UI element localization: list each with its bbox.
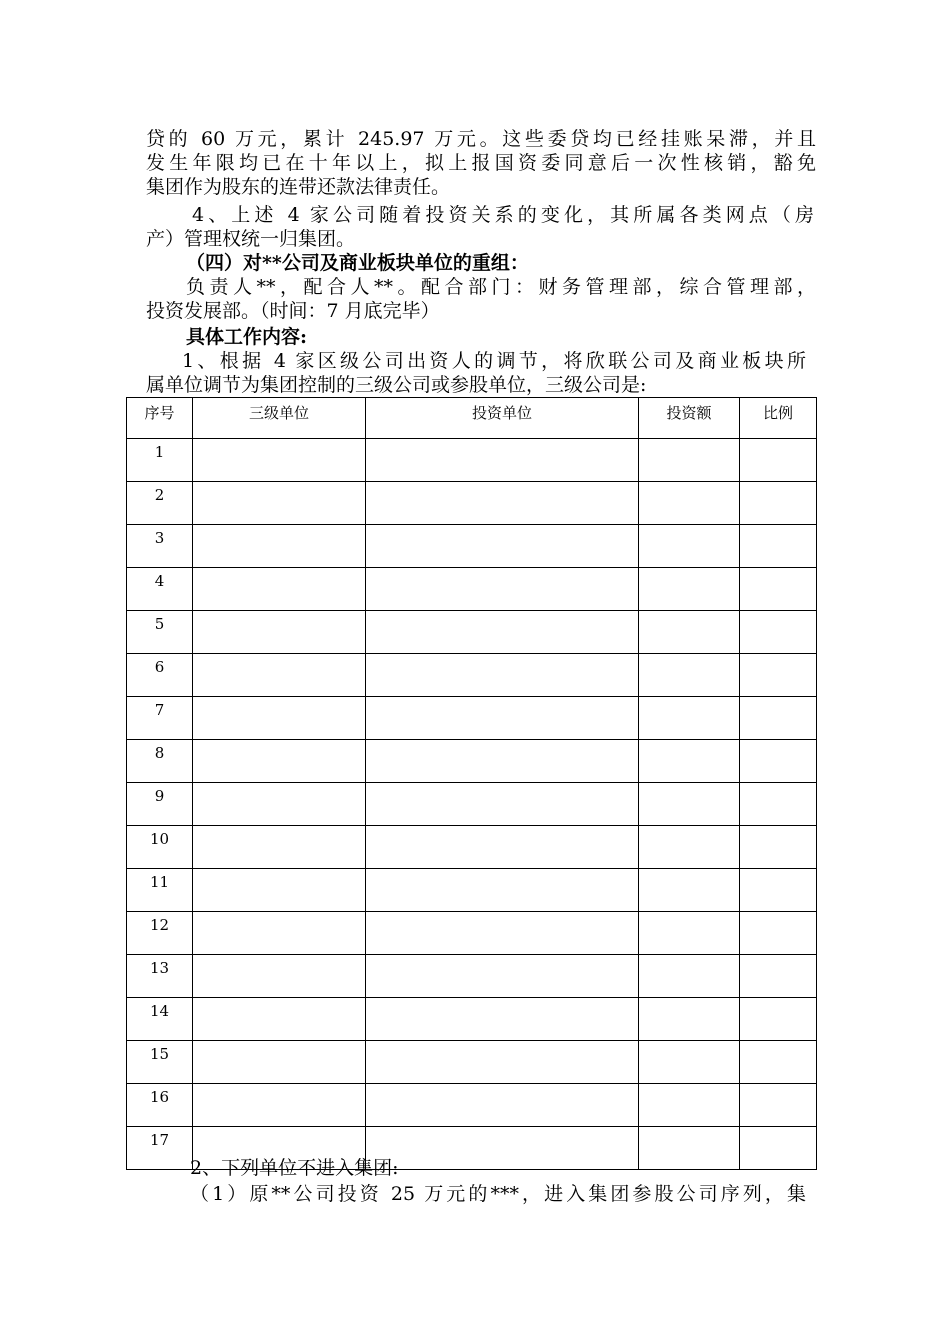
- cell-seq: 4: [127, 568, 193, 611]
- cell-seq: 10: [127, 826, 193, 869]
- cell-investor: [366, 869, 639, 912]
- cell-ratio: [740, 869, 817, 912]
- cell-unit: [193, 869, 366, 912]
- cell-unit: [193, 783, 366, 826]
- paragraph-line: 属单位调节为集团控制的三级公司或参股单位，三级公司是:: [146, 374, 647, 396]
- cell-investor: [366, 1084, 639, 1127]
- paragraph-line: 2、下列单位不进入集团:: [190, 1157, 399, 1179]
- cell-investor: [366, 697, 639, 740]
- table-row: [127, 525, 817, 568]
- cell-seq: 15: [127, 1041, 193, 1084]
- cell-investor: [366, 826, 639, 869]
- table-row: [127, 697, 817, 740]
- cell-amount: [639, 783, 740, 826]
- cell-investor: [366, 439, 639, 482]
- table-row: [127, 1041, 817, 1084]
- cell-investor: [366, 955, 639, 998]
- cell-investor: [366, 1127, 639, 1170]
- subheading: 具体工作内容:: [186, 326, 308, 348]
- cell-unit: [193, 482, 366, 525]
- cell-seq: 11: [127, 869, 193, 912]
- cell-investor: [366, 611, 639, 654]
- section-heading: （四）对**公司及商业板块单位的重组：: [186, 252, 529, 274]
- cell-unit: [193, 912, 366, 955]
- cell-seq: 5: [127, 611, 193, 654]
- cell-unit: [193, 697, 366, 740]
- table-row: [127, 740, 817, 783]
- cell-amount: [639, 611, 740, 654]
- cell-unit: [193, 439, 366, 482]
- cell-ratio: [740, 439, 817, 482]
- cell-seq: 6: [127, 654, 193, 697]
- paragraph-line: 4、上述 4 家公司随着投资关系的变化，其所属各类网点（房: [192, 204, 814, 226]
- paragraph-line: 1、根据 4 家区级公司出资人的调节，将欣联公司及商业板块所: [182, 350, 806, 372]
- paragraph-line: 负责人**，配合人**。配合部门：财务管理部，综合管理部，: [186, 276, 816, 298]
- cell-ratio: [740, 568, 817, 611]
- cell-seq: 7: [127, 697, 193, 740]
- cell-amount: [639, 955, 740, 998]
- table-row: [127, 1084, 817, 1127]
- cell-seq: 3: [127, 525, 193, 568]
- cell-investor: [366, 740, 639, 783]
- cell-investor: [366, 482, 639, 525]
- table-row: [127, 783, 817, 826]
- cell-ratio: [740, 1127, 817, 1170]
- cell-ratio: [740, 955, 817, 998]
- table-row: [127, 482, 817, 525]
- cell-unit: [193, 1084, 366, 1127]
- paragraph-line: 产）管理权统一归集团。: [146, 228, 356, 250]
- cell-ratio: [740, 654, 817, 697]
- table-row: [127, 654, 817, 697]
- col-header-ratio: 比例: [740, 398, 817, 439]
- cell-unit: [193, 955, 366, 998]
- cell-amount: [639, 1084, 740, 1127]
- cell-ratio: [740, 1084, 817, 1127]
- table-row: [127, 955, 817, 998]
- col-header-amount: 投资额: [639, 398, 740, 439]
- paragraph-line: 投资发展部。（时间：7 月底完毕）: [146, 300, 440, 322]
- cell-ratio: [740, 826, 817, 869]
- cell-investor: [366, 998, 639, 1041]
- cell-amount: [639, 482, 740, 525]
- cell-seq: 14: [127, 998, 193, 1041]
- cell-seq: 16: [127, 1084, 193, 1127]
- cell-amount: [639, 439, 740, 482]
- cell-seq: 17: [127, 1127, 193, 1170]
- paragraph-line: 发生年限均已在十年以上，拟上报国资委同意后一次性核销，豁免: [146, 152, 816, 174]
- cell-ratio: [740, 697, 817, 740]
- table-row: [127, 826, 817, 869]
- col-header-investor: 投资单位: [366, 398, 639, 439]
- cell-unit: [193, 568, 366, 611]
- cell-amount: [639, 1041, 740, 1084]
- cell-ratio: [740, 482, 817, 525]
- col-header-seq: 序号: [127, 398, 193, 439]
- cell-amount: [639, 869, 740, 912]
- cell-unit: [193, 1041, 366, 1084]
- cell-ratio: [740, 525, 817, 568]
- cell-amount: [639, 654, 740, 697]
- cell-unit: [193, 826, 366, 869]
- cell-unit: [193, 525, 366, 568]
- cell-investor: [366, 568, 639, 611]
- cell-ratio: [740, 1041, 817, 1084]
- cell-ratio: [740, 998, 817, 1041]
- cell-seq: 9: [127, 783, 193, 826]
- cell-amount: [639, 525, 740, 568]
- cell-investor: [366, 783, 639, 826]
- cell-ratio: [740, 912, 817, 955]
- table-row: [127, 611, 817, 654]
- paragraph-line: 集团作为股东的连带还款法律责任。: [146, 176, 451, 198]
- cell-unit: [193, 654, 366, 697]
- table-row: [127, 912, 817, 955]
- col-header-unit: 三级单位: [193, 398, 366, 439]
- cell-ratio: [740, 740, 817, 783]
- cell-amount: [639, 912, 740, 955]
- paragraph-line: 贷的 60 万元，累计 245.97 万元。这些委贷均已经挂账呆滞，并且: [146, 128, 816, 150]
- cell-seq: 8: [127, 740, 193, 783]
- cell-ratio: [740, 611, 817, 654]
- cell-amount: [639, 740, 740, 783]
- cell-amount: [639, 998, 740, 1041]
- cell-investor: [366, 525, 639, 568]
- cell-unit: [193, 740, 366, 783]
- cell-investor: [366, 654, 639, 697]
- cell-seq: 2: [127, 482, 193, 525]
- cell-ratio: [740, 783, 817, 826]
- cell-investor: [366, 912, 639, 955]
- cell-amount: [639, 826, 740, 869]
- cell-amount: [639, 697, 740, 740]
- cell-seq: 12: [127, 912, 193, 955]
- cell-unit: [193, 998, 366, 1041]
- cell-seq: 1: [127, 439, 193, 482]
- cell-amount: [639, 568, 740, 611]
- investment-table: [126, 397, 817, 1170]
- table-row: [127, 568, 817, 611]
- cell-investor: [366, 1041, 639, 1084]
- cell-unit: [193, 611, 366, 654]
- cell-amount: [639, 1127, 740, 1170]
- table-row: [127, 869, 817, 912]
- table-header-row: [127, 398, 817, 439]
- paragraph-line: （1）原**公司投资 25 万元的***，进入集团参股公司序列，集: [190, 1183, 806, 1205]
- cell-seq: 13: [127, 955, 193, 998]
- table-row: [127, 998, 817, 1041]
- table-row: [127, 439, 817, 482]
